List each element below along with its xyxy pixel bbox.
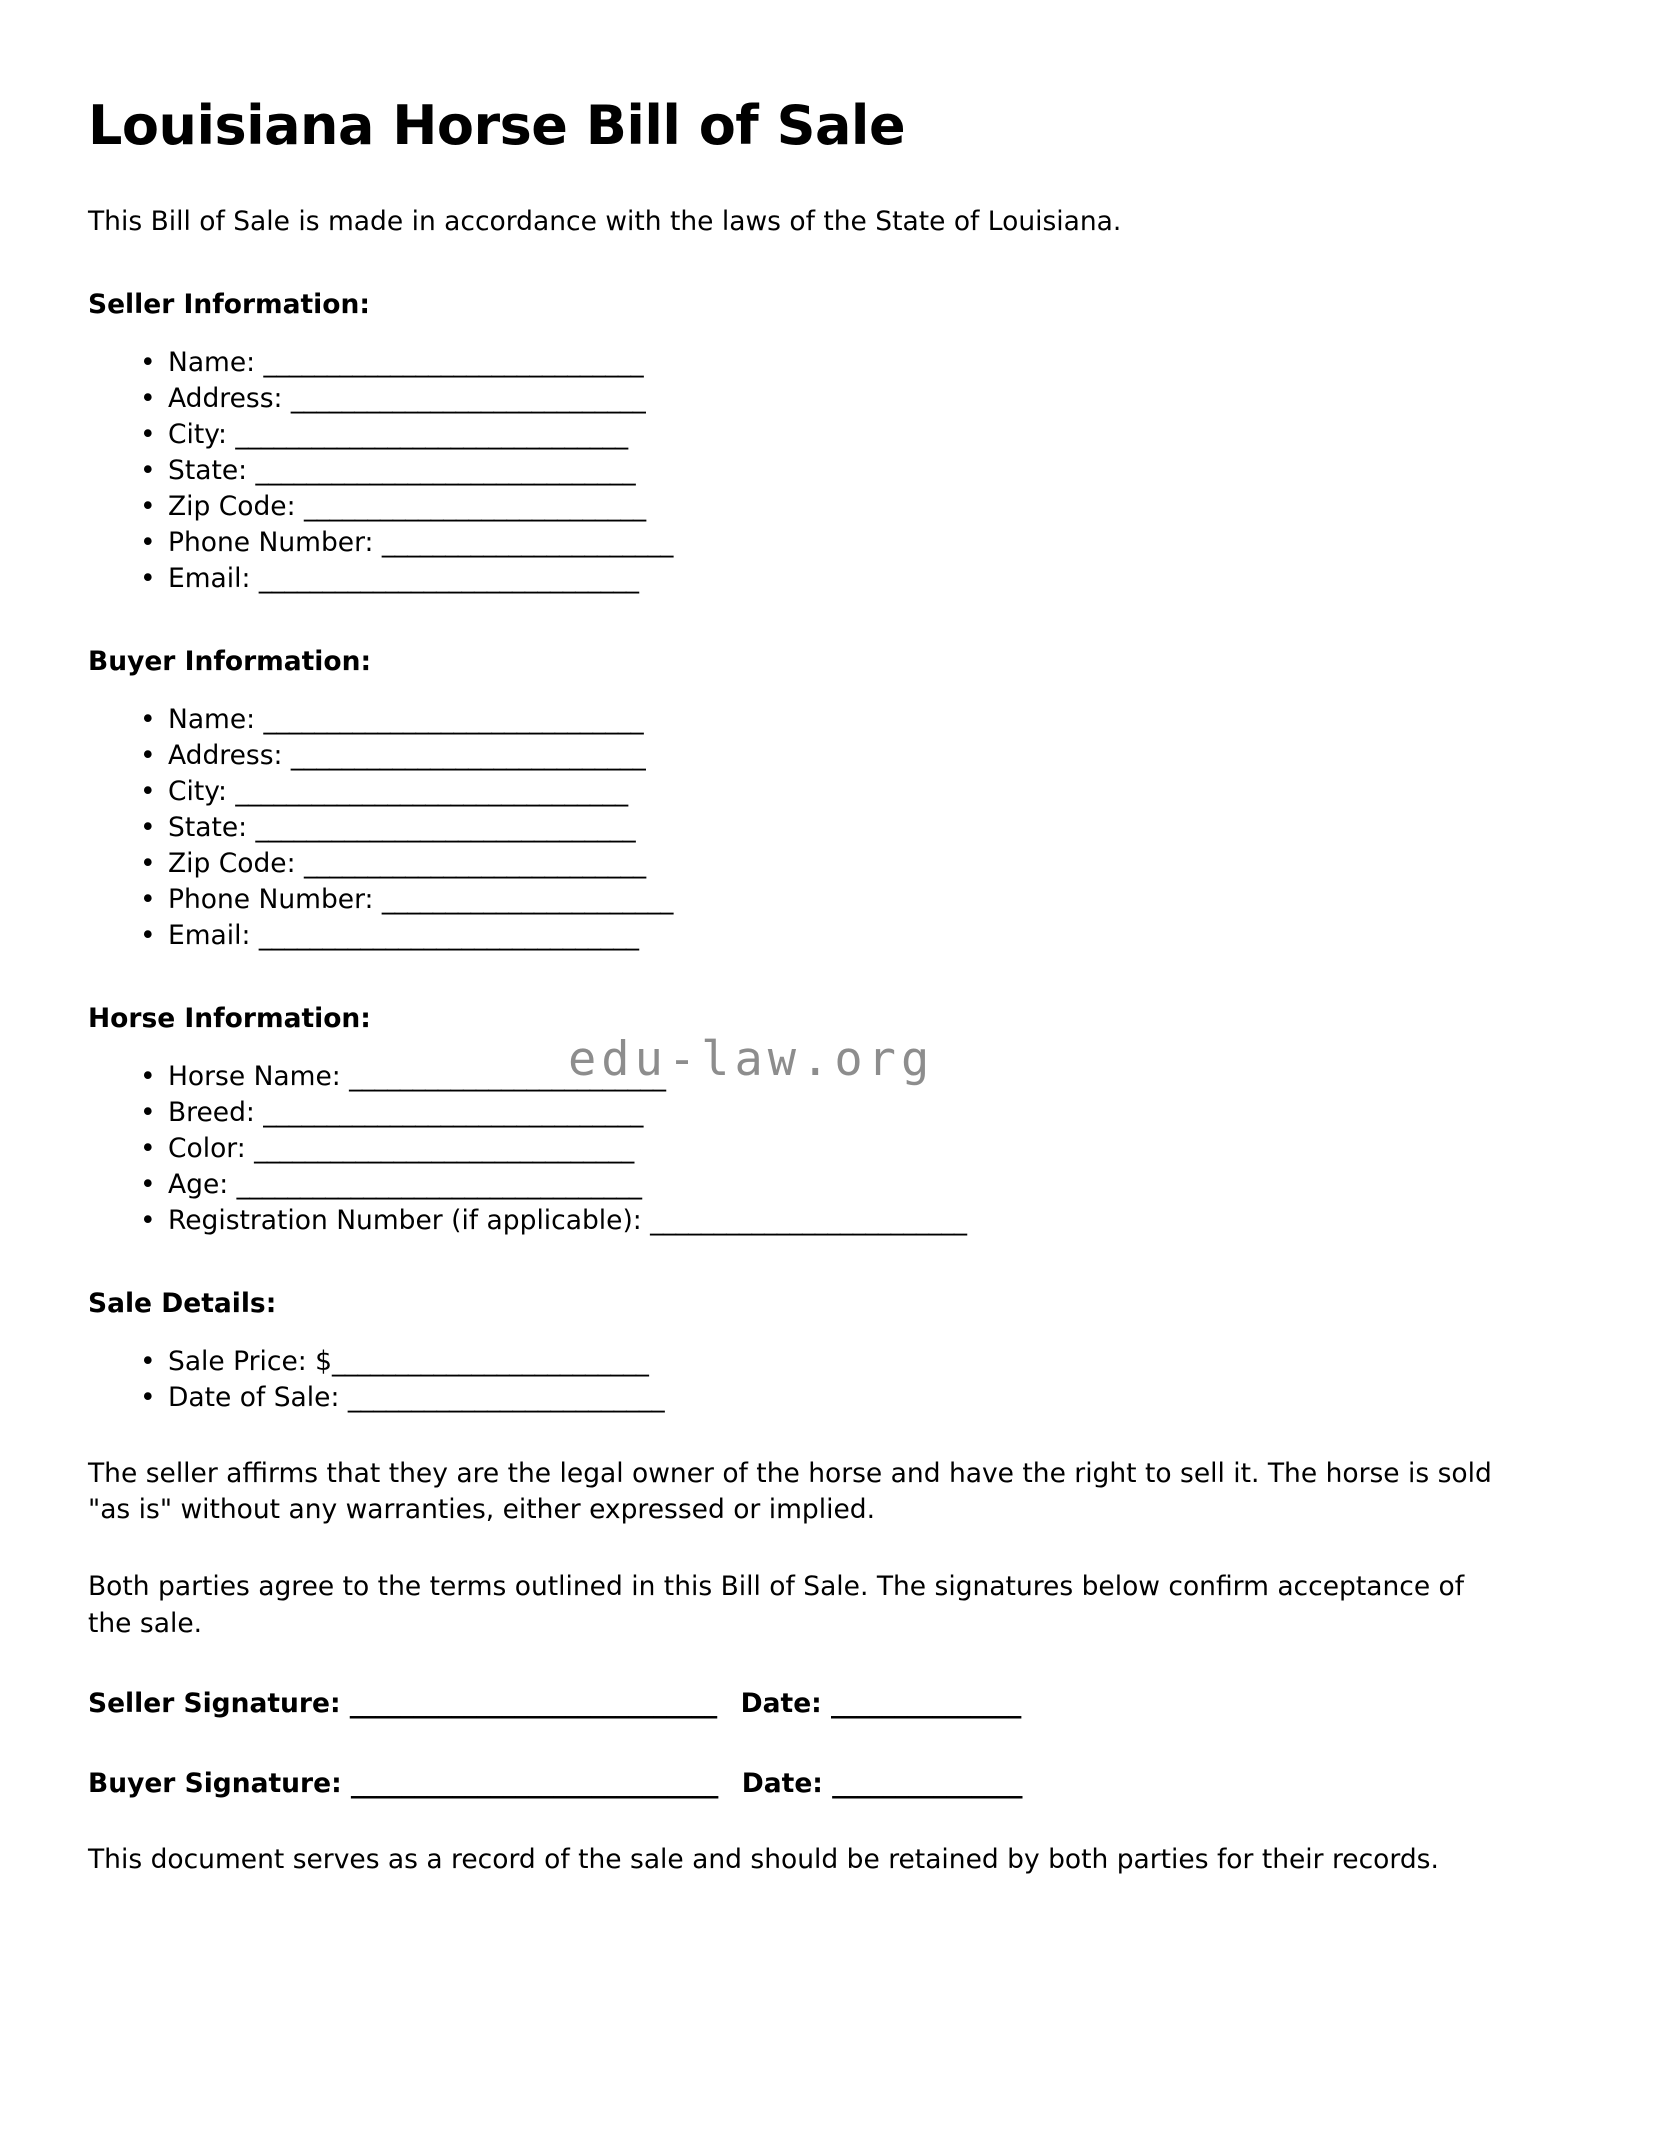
list-item [88, 918, 1518, 954]
buyer-information-heading: Buyer Information: [88, 646, 372, 678]
closing-paragraph: This document serves as a record of the sale and should be retained by both parties for their records. [88, 1844, 1439, 1876]
list-item [88, 846, 1518, 882]
list-item [88, 1167, 1518, 1203]
list-item [88, 1059, 1518, 1095]
field-blank: ______________________________ [254, 1132, 634, 1164]
field-label: Age: [168, 1168, 229, 1200]
field-blank: _________________________ [650, 1205, 967, 1237]
field-label: Color: [168, 1132, 246, 1164]
field-label: Phone Number: [168, 884, 374, 916]
field-blank: _________________________ [349, 1060, 666, 1092]
list-item [88, 702, 1518, 738]
field-blank: ______________________________ [255, 455, 636, 487]
seller-date-label: Date: [740, 1688, 822, 1720]
field-blank: ___________________________ [303, 848, 646, 880]
buyer-date-label: Date: [741, 1768, 823, 1800]
seller-signature-line [88, 1686, 1518, 1722]
field-label: Name: [168, 346, 256, 378]
horse-field-list [88, 1059, 1518, 1239]
field-label: Date of Sale: [168, 1381, 340, 1413]
field-label: Phone Number: [168, 527, 374, 559]
field-label: Address: [168, 739, 283, 771]
field-blank: _________________________ [332, 1345, 649, 1377]
buyer-field-list [88, 702, 1518, 954]
sale-field-list [88, 1344, 1518, 1416]
field-blank: ______________________________ [263, 346, 644, 378]
list-item [88, 1095, 1518, 1131]
list-item [88, 882, 1518, 918]
list-item [88, 810, 1518, 846]
field-label: Address: [168, 382, 283, 414]
field-label: Email: [168, 563, 251, 595]
field-label: City: [168, 775, 227, 807]
field-blank: ________________________________ [236, 1168, 642, 1200]
list-item [88, 525, 1518, 561]
field-blank: _______________________ [381, 527, 673, 559]
field-blank: _______________________ [381, 884, 673, 916]
field-label: Horse Name: [168, 1060, 341, 1092]
buyer-signature-blank: _____________________________ [350, 1768, 718, 1800]
list-item [88, 738, 1518, 774]
list-item [88, 561, 1518, 597]
list-item [88, 774, 1518, 810]
list-item [88, 1380, 1518, 1416]
agreement-paragraph: Both parties agree to the terms outlined in this Bill of Sale. The signatures below confirm acceptance of the sale. [88, 1571, 1465, 1639]
field-blank: ___________________________ [303, 491, 646, 523]
list-item [88, 381, 1518, 417]
list-item [88, 453, 1518, 489]
sale-details-heading: Sale Details: [88, 1288, 277, 1320]
field-blank: ______________________________ [258, 920, 639, 952]
buyer-signature-label: Buyer Signature: [88, 1768, 342, 1800]
page-title: Louisiana Horse Bill of Sale [88, 94, 906, 157]
horse-information-heading: Horse Information: [88, 1003, 371, 1035]
field-blank: _________________________ [347, 1381, 665, 1413]
field-label: Breed: [168, 1096, 255, 1128]
seller-information-heading: Seller Information: [88, 289, 370, 321]
affirmation-paragraph: The seller affirms that they are the legal owner of the horse and have the right to sell it. The horse is sold "as is" without any warranties, either expressed or implied. [88, 1457, 1492, 1526]
field-label: Email: [168, 920, 251, 952]
field-blank: ____________________________ [290, 739, 646, 771]
field-blank: ______________________________ [263, 703, 644, 735]
field-label: Sale Price: $ [168, 1345, 333, 1377]
list-item [88, 417, 1518, 453]
field-label: City: [168, 418, 227, 450]
field-label: Name: [168, 703, 256, 735]
seller-field-list [88, 345, 1518, 597]
list-item [88, 345, 1518, 381]
field-label: Zip Code: [168, 491, 296, 523]
buyer-signature-line [88, 1766, 1518, 1802]
field-blank: ______________________________ [255, 812, 636, 843]
watermark-edu-law: edu-law.org [568, 1032, 935, 1087]
field-blank: ______________________________ [258, 563, 639, 595]
list-item [88, 1203, 1518, 1239]
field-label: State: [168, 455, 248, 487]
field-label: Zip Code: [168, 848, 296, 880]
intro-paragraph: This Bill of Sale is made in accordance with the laws of the State of Louisiana. [88, 206, 1122, 238]
field-label: State: [168, 812, 248, 843]
field-blank: ______________________________ [263, 1096, 643, 1128]
seller-signature-label: Seller Signature: [88, 1688, 341, 1720]
seller-date-blank: _______________ [831, 1688, 1021, 1720]
buyer-date-blank: _______________ [832, 1768, 1022, 1800]
field-label: Registration Number (if applicable): [168, 1205, 642, 1237]
seller-signature-blank: _____________________________ [349, 1688, 717, 1720]
list-item [88, 1131, 1518, 1167]
field-blank: _______________________________ [235, 418, 628, 450]
field-blank: ____________________________ [290, 382, 646, 414]
list-item [88, 489, 1518, 525]
document-body [88, 96, 1518, 1879]
list-item [88, 1344, 1518, 1380]
field-blank: _______________________________ [235, 775, 628, 807]
